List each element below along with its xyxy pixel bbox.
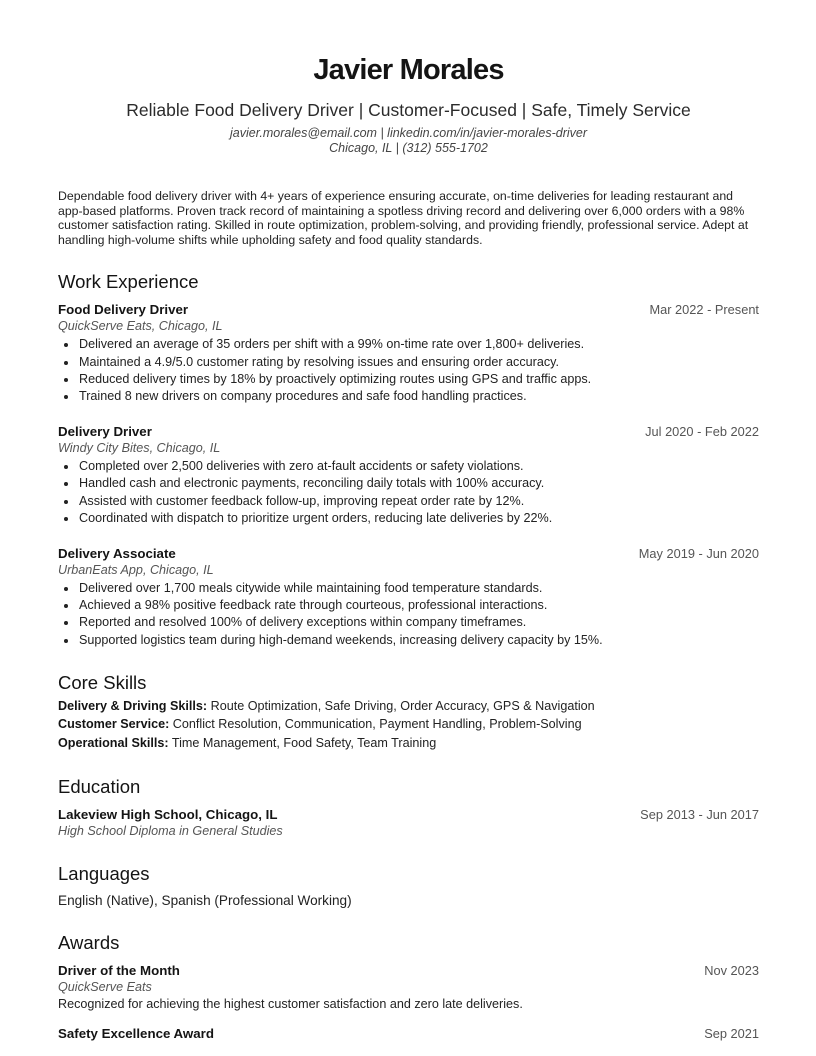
award-organization: QuickServe Eats [58,979,152,994]
candidate-name: Javier Morales [313,54,504,86]
award-title: Driver of the Month [58,962,180,978]
skill-category-values: Route Optimization, Safe Driving, Order Accuracy, GPS & Navigation [207,698,595,713]
award-date: Nov 2023 [704,962,759,978]
bullet-item: Trained 8 new drivers on company procedures and safe food handling practices. [58,388,759,405]
skill-category-values: Time Management, Food Safety, Team Training [168,736,437,750]
section-title-core-skills: Core Skills [58,671,147,693]
skills-list [58,697,759,753]
job-entry [58,545,759,649]
bullet-item: Reported and resolved 100% of delivery exceptions within company timeframes. [58,614,759,631]
bullet-item: Achieved a 98% positive feedback rate through courteous, professional interactions. [58,597,759,614]
job-title: Delivery Driver [58,424,152,440]
skill-category-label: Delivery & Driving Skills: [58,698,208,713]
bullet-item: Completed over 2,500 deliveries with zero at-fault accidents or safety violations. [58,458,759,475]
bullet-item: Delivered over 1,700 meals citywide while maintaining food temperature standards. [58,580,759,597]
contact-line-location-phone: Chicago, IL | (312) 555-1702 [329,141,488,155]
education-entry [58,806,759,840]
award-title: Safety Excellence Award [58,1025,214,1041]
bullet-item: Coordinated with dispatch to prioritize urgent orders, reducing late deliveries by 22%. [58,510,759,527]
skill-line [58,734,759,753]
degree: High School Diploma in General Studies [58,823,283,838]
award-entry [58,962,759,1012]
job-bullets [58,336,759,405]
job-dates: May 2019 - Jun 2020 [638,546,759,561]
skill-category-label: Operational Skills: [58,736,169,750]
job-entry [58,423,759,527]
section-title-work-experience: Work Experience [58,271,199,293]
contact-line-email-linkedin: javier.morales@email.com | linkedin.com/in/javier-morales-driver [229,126,587,140]
skill-category-label: Customer Service: [58,717,170,732]
section-title-languages: Languages [58,862,150,884]
job-company: QuickServe Eats, Chicago, IL [58,319,223,334]
section-title-education: Education [58,775,141,797]
job-title: Food Delivery Driver [58,302,189,318]
job-bullets [58,458,759,527]
award-entry [58,1025,759,1042]
job-entry [58,301,759,405]
bullet-item: Delivered an average of 35 orders per shift with a 99% on-time rate over 1,800+ deliveries. [58,336,759,353]
bullet-item: Reduced delivery times by 18% by proactively optimizing routes using GPS and traffic apps. [58,371,759,388]
award-date: Sep 2021 [704,1025,759,1041]
skill-line [58,697,759,716]
school-name: Lakeview High School, Chicago, IL [58,806,278,822]
skill-category-values: Conflict Resolution, Communication, Payment Handling, Problem-Solving [169,717,582,732]
section-title-awards: Awards [58,931,120,953]
bullet-item: Handled cash and electronic payments, reconciling daily totals with 100% accuracy. [58,475,759,492]
skill-line [58,715,759,734]
job-bullets [58,580,759,649]
languages-list: English (Native), Spanish (Professional Working) [58,892,352,908]
job-title: Delivery Associate [58,546,176,561]
job-dates: Jul 2020 - Feb 2022 [645,424,759,440]
education-dates: Sep 2013 - Jun 2017 [640,806,759,822]
headline: Reliable Food Delivery Driver | Customer-Focused | Safe, Timely Service [126,100,691,120]
bullet-item: Assisted with customer feedback follow-up, improving repeat order rate by 12%. [58,493,759,510]
professional-summary: Dependable food delivery driver with 4+ years of experience ensuring accurate, on-time deliveries for leading restaurant and app-based platforms. Proven track record of maintaining a spotless driving record and delivering over 6,000 orders with a 98% customer satisfaction rating. Skilled in route optimization, problem-solving, and providing friendly, professional service. Adept at handling high-volume shifts while upholding safety and food quality standards. [58,189,749,247]
job-dates: Mar 2022 - Present [649,302,759,318]
award-description: Recognized for achieving the highest customer satisfaction and zero late deliveries. [58,996,523,1011]
resume-page [58,0,759,1056]
bullet-item: Supported logistics team during high-demand weekends, increasing delivery capacity by 15%. [58,632,759,649]
job-company: UrbanEats App, Chicago, IL [58,563,214,577]
bullet-item: Maintained a 4.9/5.0 customer rating by resolving issues and ensuring order accuracy. [58,354,759,371]
job-company: Windy City Bites, Chicago, IL [58,441,221,456]
